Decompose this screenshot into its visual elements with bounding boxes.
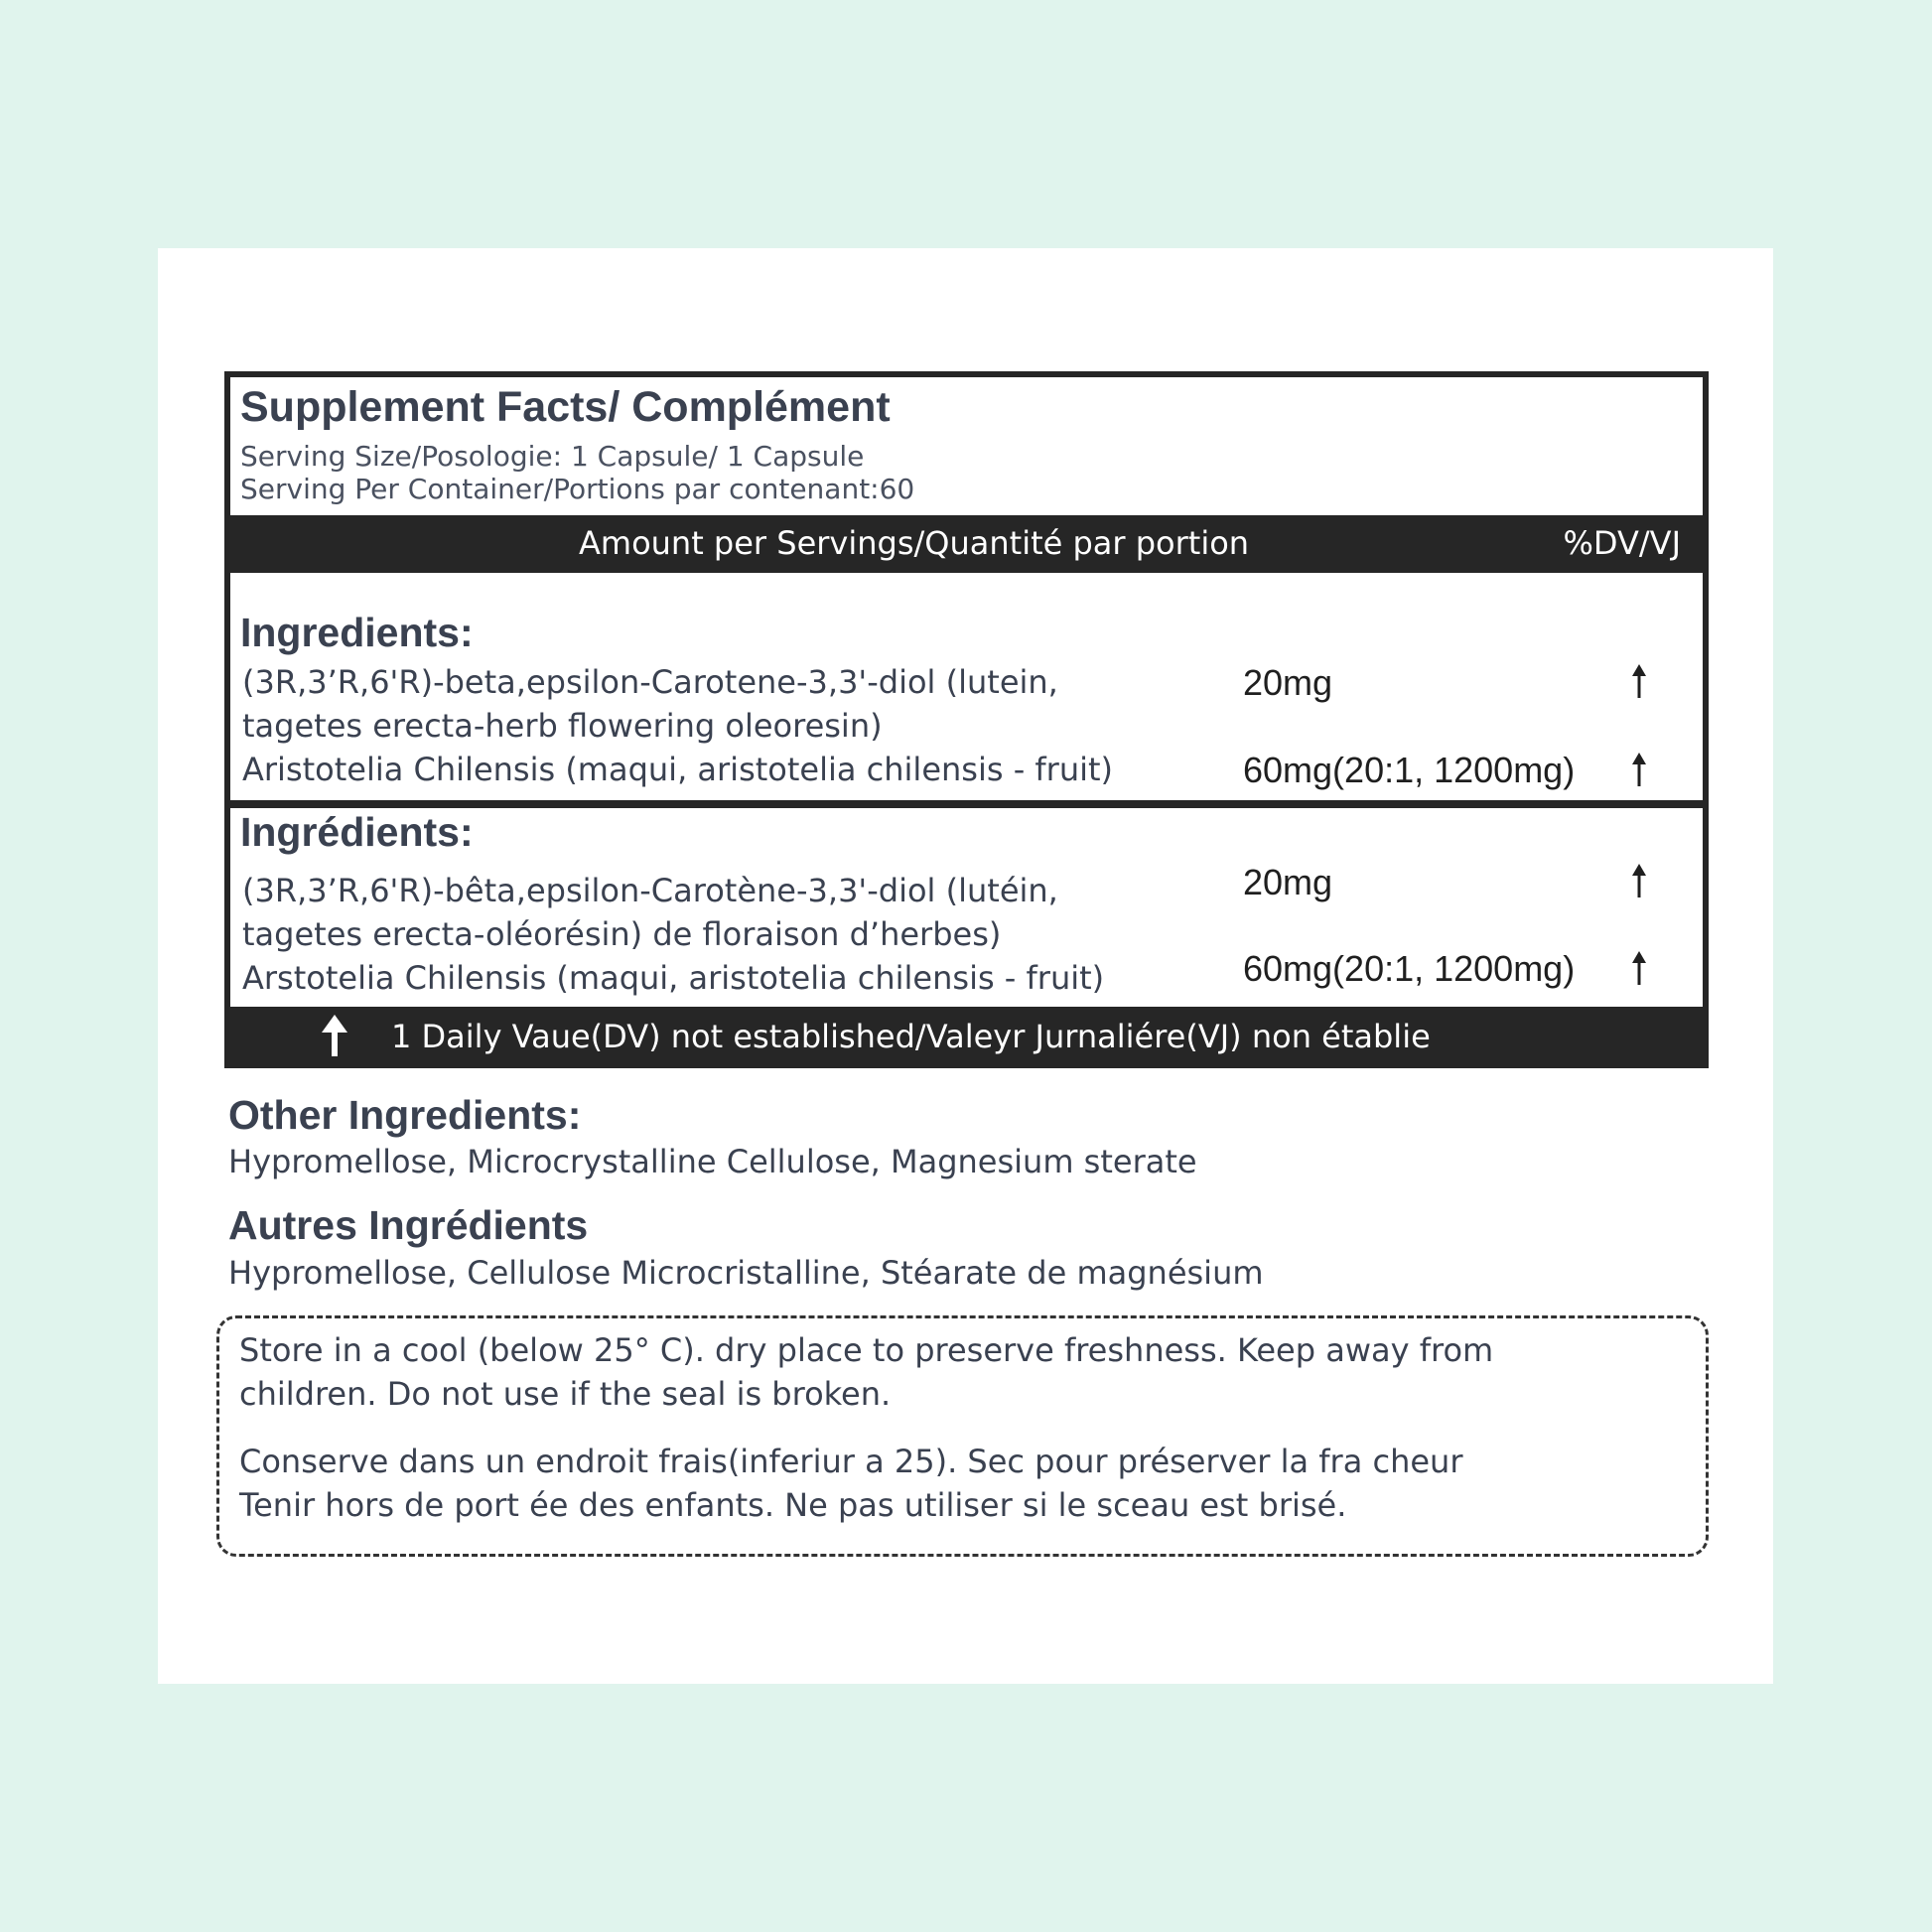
dv-header: %DV/VJ bbox=[1563, 524, 1681, 562]
facts-title: Supplement Facts/ Complément bbox=[240, 383, 891, 431]
up-arrow-icon bbox=[1630, 951, 1648, 987]
servings-per-container: Serving Per Container/Portions par contenant:60 bbox=[240, 473, 915, 505]
ingredient-2-name-en: Aristotelia Chilensis (maqui, aristotelia chilensis - fruit) bbox=[242, 751, 1114, 788]
storage-fr-line2: Tenir hors de port ée des enfants. Ne pas utiliser si le sceau est brisé. bbox=[239, 1486, 1347, 1524]
ingredient-1-name-en-line2: tagetes erecta-herb flowering oleoresin) bbox=[242, 707, 883, 745]
ingredient-2-amount-en: 60mg(20:1, 1200mg) bbox=[1243, 750, 1576, 790]
up-arrow-icon bbox=[1630, 664, 1648, 700]
ingredients-heading-fr: Ingrédients: bbox=[240, 809, 474, 855]
ingredient-1-amount-fr: 20mg bbox=[1243, 862, 1333, 902]
up-arrow-icon bbox=[1630, 753, 1648, 788]
storage-en-line1: Store in a cool (below 25° C). dry place to preserve freshness. Keep away from bbox=[239, 1331, 1494, 1369]
autres-ingredients-text: Hypromellose, Cellulose Microcristalline, Stéarate de magnésium bbox=[228, 1254, 1264, 1292]
supplement-facts-panel bbox=[224, 371, 1709, 1068]
ingredient-2-name-fr: Arstotelia Chilensis (maqui, aristotelia chilensis - fruit) bbox=[242, 959, 1105, 997]
serving-size: Serving Size/Posologie: 1 Capsule/ 1 Capsule bbox=[240, 440, 865, 473]
footnote-bar bbox=[230, 1007, 1703, 1068]
autres-ingredients-heading: Autres Ingrédients bbox=[228, 1202, 589, 1248]
label-card bbox=[158, 248, 1773, 1684]
ingredient-1-name-en-line1: (3R,3’R,6'R)-beta,epsilon-Carotene-3,3'-diol (lutein, bbox=[242, 663, 1058, 701]
ingredient-2-amount-fr: 60mg(20:1, 1200mg) bbox=[1243, 948, 1576, 989]
ingredients-heading-en: Ingredients: bbox=[240, 610, 474, 655]
other-ingredients-text: Hypromellose, Microcrystalline Cellulose, Magnesium sterate bbox=[228, 1143, 1197, 1180]
up-arrow-icon bbox=[320, 1015, 349, 1056]
amount-header-bar bbox=[230, 515, 1703, 573]
ingredient-1-name-fr-line1: (3R,3’R,6'R)-bêta,epsilon-Carotène-3,3'-diol (lutéin, bbox=[242, 872, 1058, 909]
section-divider bbox=[230, 800, 1703, 808]
storage-instructions-box bbox=[216, 1315, 1709, 1557]
amount-header: Amount per Servings/Quantité par portion bbox=[579, 524, 1250, 562]
ingredient-1-amount-en: 20mg bbox=[1243, 662, 1333, 703]
dv-footnote: 1 Daily Vaue(DV) not established/Valeyr Jurnaliére(VJ) non établie bbox=[391, 1018, 1431, 1055]
storage-en-line2: children. Do not use if the seal is broken. bbox=[239, 1375, 892, 1413]
ingredient-1-name-fr-line2: tagetes erecta-oléorésin) de floraison d’herbes) bbox=[242, 915, 1002, 953]
up-arrow-icon bbox=[1630, 864, 1648, 899]
storage-fr-line1: Conserve dans un endroit frais(inferiur a 25). Sec pour préserver la fra cheur bbox=[239, 1443, 1463, 1480]
other-ingredients-heading: Other Ingredients: bbox=[228, 1092, 582, 1138]
